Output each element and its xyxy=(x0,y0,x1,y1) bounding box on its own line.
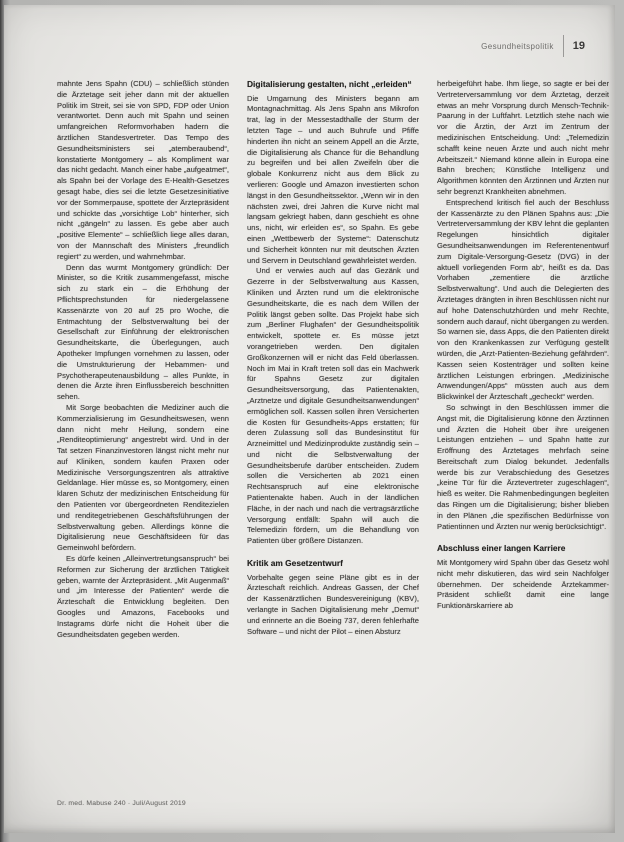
body-paragraph: Vorbehalte gegen seine Pläne gibt es in der Ärzteschaft reichlich. Andreas Gassen, der Chef der Kassenärztlichen Bundesvereinigung (KBV), verlangte in Sachen Digitalisierung mehr „Demut“ und erinnerte an die Boeing 737, deren fehlerhafte Software – und nicht der Pilot – einen Absturz xyxy=(247,572,419,636)
body-paragraph: Die Umgarnung des Ministers begann am Montagnachmittag. Als Jens Spahn ans Mikrofon trat, lag in der Messestadthalle der Sturm der letzten Tage – und auch Buhrufe und Pfiffe hinderten ihn nicht an seinem Appell an die Ärzte, die Digitalisierung als Chance für die Behandlung zu begreifen und bei allen Zweifeln über die globale Konkurrenz nicht aus dem Blick zu verlieren: Google und Amazon investierten schon längst in den Gesundheitssektor. „Wenn wir in den nächsten zwei, drei Jahren die Kurve nicht mal langsam gekriegt haben, dann geschieht es ohne uns, nicht, wir erleiden es“, so Spahn. Es gebe einen „Wettbewerb der Systeme“: Datenschutz und Sicherheit könnten nur mit deutschen Ärzten und Servern in Deutschland gewährleistet werden. xyxy=(247,93,419,265)
body-paragraph: mahnte Jens Spahn (CDU) – schließlich stünden die Ärztetage seit jeher dann mit der aktuellen Politik im Streit, sei sie von SPD, FDP oder Union verantwortet. Denn auch mit Spahn und seinen umfangreichen Reformvorhaben hadern die ärztlichen Standesvertreter. Das Tempo des Gesundheitsministers sei „atemberaubend“, konstatierte Montgomery – als Kompliment war das nicht gedacht. Manch einer habe „aufgeatmet“, als Spahn bei der Vorlage des E-Health-Gesetzes gesagt habe, dies sei die letzte Gesetzesinitiative vor der Sommerpause, spottete der Ärztepräsident und schickte das „vorsichtige Lob“ hinterher, sich nicht „gängeln“ zu lassen. Es gebe aber auch „positive Elemente“ – schließlich liege alles daran, von der Mannschaft des Ministers „freundlich regiert“ zu werden, und wahrnehmbar. xyxy=(57,79,229,261)
page-header xyxy=(481,35,585,57)
section-label: Gesundheitspolitik xyxy=(481,41,554,51)
header-divider xyxy=(563,35,564,57)
subheading-abschluss: Abschluss einer langen Karriere xyxy=(437,543,566,554)
body-paragraph: Entsprechend kritisch fiel auch der Beschluss der Kassenärzte zu den Plänen Spahns aus: „Die Vertreterversammlung der KBV lehnt die geplanten Regelungen hinsichtlich digitaler Gesundheitsanwendungen im Referentenentwurf zum Digitale-Versorgung-Gesetz (DVG) in der aktuell vorliegenden Form ab“, heißt es da. Das Vorhaben „zementiere die ärztliche Selbstverwaltung“. Und auch die Delegierten des Ärztetages drängten in ihren Beschlüssen nicht nur auf hohe Datenschutzhürden und mehr Rechte, sondern auch darauf, nicht übergangen zu werden. So warnen sie, dass Apps, die den Patienten direkt von den Krankenkassen zur Verfügung gestellt würden, die „Arzt-Patienten-Beziehung gefährden“. Kassen seien Kostenträger und sollten keine ärztlichen Leistungen erbringen. „Medizinische Anwendungen/Apps“ müssten auch aus dem Blickwinkel der Ärzteschaft „gecheckt“ werden. xyxy=(437,197,609,402)
body-paragraph: Mit Montgomery wird Spahn über das Gesetz wohl nicht mehr diskutieren, das wird sein Nachfolger übernehmen. Der scheidende Ärztekammer-Präsident schließt damit eine lange Funktionärskarriere ab xyxy=(437,558,609,611)
column-2 xyxy=(247,79,419,801)
page xyxy=(4,5,615,833)
column-1 xyxy=(57,79,229,801)
column-3 xyxy=(437,79,609,801)
body-paragraph: Mit Sorge beobachten die Mediziner auch die Kommerzialisierung im Gesundheitswesen, wenn dann nicht mehr Heilung, sondern eine „Renditeoptimierung“ angestrebt wird. Und in der Tat setzen Finanzinvestoren längst nicht mehr nur auf Kliniken, sondern kaufen Praxen oder Medizinische Versorgungszentren als attraktive Geldanlage. Hier müsse es, so Montgomery, einen klaren Schutz der medizinischen Entscheidung für den Patienten vor übergeordneten Renditezielen und renditegetriebenen Geschäftsführungen der Selbstverwaltung geben. Allerdings könne die Digitalisierung neue Geschäftsideen für das Gemeinwohl befördern. xyxy=(57,402,229,553)
body-paragraph: So schwingt in den Beschlüssen immer die Angst mit, die Digitalisierung könne den Ärztinnen und Ärzten die Hoheit über ihre ureigenen Leistungen entziehen – und Spahn hatte zur Eröffnung des Ärztetages mehrfach seine Bereitschaft zum Dialog bekundet. Jedenfalls werde bis zur Verabschiedung des Gesetzes „keine Tür für die Ärztevertreter zugeschlagen“, hieß es weiter. Die Rahmenbedingungen begleiten das Ringen um die Digitalisierung; bisher blieben in den Plänen „die spezifischen Bedürfnisse von Patientinnen und Ärzten nur wenig berücksichtigt“. xyxy=(437,402,609,531)
body-paragraph: herbeigeführt habe. Ihm liege, so sagte er bei der Vertreterversammlung vor dem Ärztetag, derzeit etwas an mehr Vorsprung durch Mensch-Technik-Paarung in der Luftfahrt. Letztlich stehe nach wie vor die Ärztin, der Arzt im Zentrum der medizinischen Entscheidung. Und: „Telemedizin schafft keine neuen Ärzte und auch nicht mehr Arbeitszeit.“ Niemand könne allein in Europa eine Bahn brechen; Künstliche Intelligenz und Algorithmen könnten den Ärztinnen und Ärzten nur sehr begrenzt Krankheiten abnehmen. xyxy=(437,79,609,196)
footer-imprint: Dr. med. Mabuse 240 · Juli/August 2019 xyxy=(57,800,186,807)
subheading-digitalisierung: Digitalisierung gestalten, nicht „erleiden“ xyxy=(247,79,412,89)
subheading-kritik: Kritik am Gesetzentwurf xyxy=(247,558,343,569)
body-paragraph: Und er verwies auch auf das Gezänk und Gezerre in der Selbstverwaltung aus Kassen, Kliniken und Ärzten rund um die elektronische Gesundheitskarte, die es nach dem Willen der Politik längst geben sollte. Das Projekt habe sich zum „Berliner Flughafen“ der Gesundheitspolitik entwickelt, spottete er. Es müsse jetzt vorangetrieben werden. Den digitalen Großkonzernen will er nicht das Feld überlassen. Noch im Mai in Kraft treten soll das ein Machwerk für Spahns Gesetz zur digitalen Gesundheitsversorgung, das Patientenakten, „Arztnetze und digitale Gesundheitsanwendungen“ ermöglichen soll. Kassen sollen ihren Versicherten die Kosten für Gesundheits-Apps erstatten; für deren Zulassung soll das Bundesinstitut für Arzneimittel und Medizinprodukte zuständig sein – und nicht die Selbstverwaltung der Gesundheitsberufe darüber entscheiden. Zudem sollen die Versicherten ab 2021 einen Rechtsanspruch auf eine elektronische Patientenakte haben. Auch in der ländlichen Fläche, in der nach und nach die vertragsärztliche Versorgung entfällt: Spahn will auch die Telemedizin fördern, um die Behandlung von Patienten über größere Distanzen. xyxy=(247,266,419,546)
body-paragraph: Denn das wurmt Montgomery gründlich: Der Minister, so die Kritik zusammengefasst, mische sich zu stark ein – die Erhöhung der Pflichtsprechstunden für niedergelassene Kassenärzte von 20 auf 25 pro Woche, die Entmachtung der Selbstverwaltung bei der Gesellschaft zur Einführung der elektronischen Gesundheitskarte, die Überlegungen, auch Apotheker Impfungen vornehmen zu lassen, oder die Umstrukturierung der Hebammen- und Psychotherapeutenausbildung – alles Punkte, in denen die Ärzte ihren Einflussbereich beschnitten sehen. xyxy=(57,262,229,402)
body-paragraph: Es dürfe keinen „Alleinvertretungsanspruch“ bei Reformen zur Sicherung der ärztlichen Tätigkeit geben, warnte der Ärztepräsident. „Mit Augenmaß“ und „im Interesse der Patienten“ werde die Ärzteschaft die Entwicklung begleiten. Den Googles und Amazons, Facebooks und Instagrams dürfe nicht die Hoheit über die Gesundheitsdaten gegeben werden. xyxy=(57,554,229,639)
text-columns xyxy=(57,79,609,801)
page-number: 19 xyxy=(572,40,585,52)
